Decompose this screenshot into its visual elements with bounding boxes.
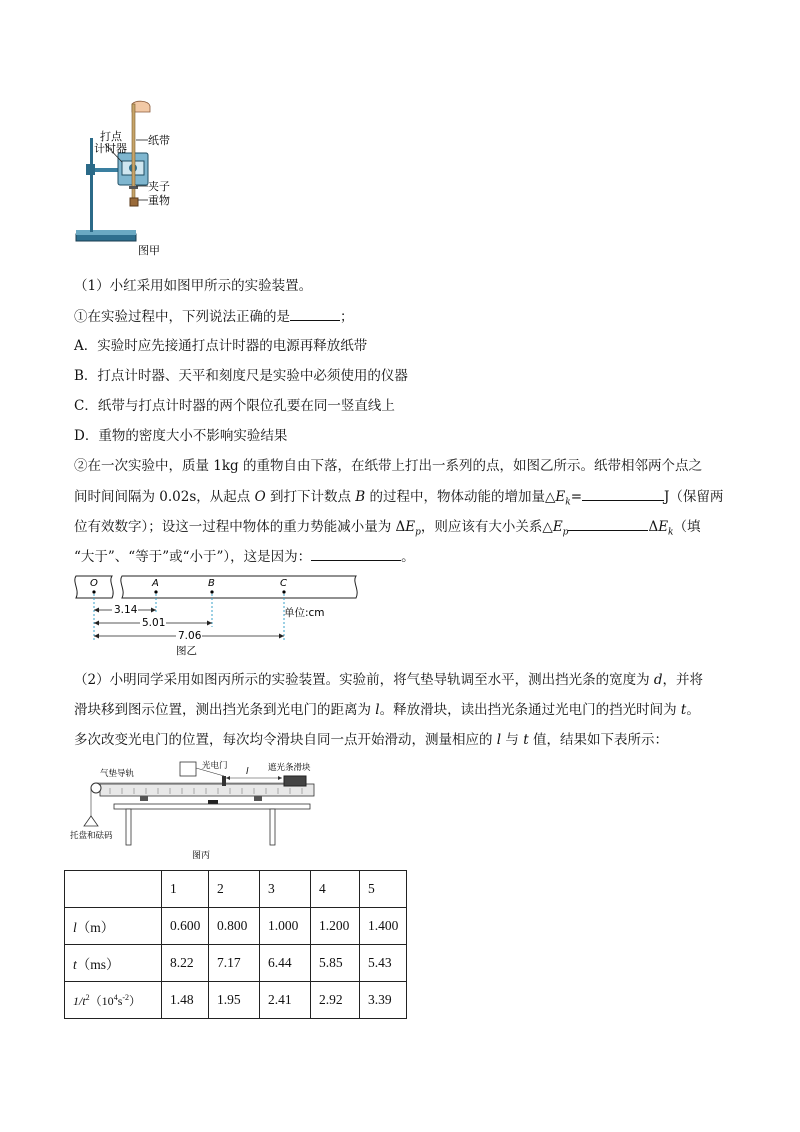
distance-ob: 5.01	[142, 617, 166, 629]
table-cell: 1.95	[209, 982, 260, 1019]
label-timer-2: 计时器	[94, 142, 127, 155]
table-cell: 0.800	[209, 908, 260, 945]
table-cell: 1	[162, 871, 209, 908]
q2-line1: （2）小明同学采用如图丙所示的实验装置。实验前，将气垫导轨调至水平，测出挡光条的宽度为 d，并将	[74, 672, 704, 688]
q1-sub1: ①在实验过程中，下列说法正确的是 ；	[74, 306, 354, 327]
q1-intro: （1）小红采用如图甲所示的实验装置。	[74, 278, 313, 294]
table-cell: 2.41	[260, 982, 311, 1019]
table-row	[65, 908, 407, 945]
answer-blank-reason[interactable]	[311, 546, 401, 561]
table-cell: 7.17	[209, 945, 260, 982]
table-row	[65, 982, 407, 1019]
q1-sub2-line1: ②在一次实验中，质量 1kg 的重物自由下落，在纸带上打出一系列的点，如图乙所示。纸带相邻两个点之	[74, 458, 702, 474]
label-distance-l: l	[246, 767, 249, 777]
table-cell: 4	[311, 871, 360, 908]
row-label-l: l（m）	[65, 908, 162, 945]
figure-caption-jia: 图甲	[138, 244, 160, 257]
table-cell: 0.600	[162, 908, 209, 945]
point-b	[210, 590, 213, 593]
table-cell: 1.000	[260, 908, 311, 945]
q2-line2: 滑块移到图示位置，测出挡光条到光电门的距离为 l。释放滑块，读出挡光条通过光电门的挡光时间为 t。	[74, 702, 700, 718]
row-label-t: t（ms）	[65, 945, 162, 982]
table-cell	[65, 871, 162, 908]
option-b: B．打点计时器、天平和刻度尺是实验中必须使用的仪器	[74, 368, 408, 384]
point-label-c: C	[280, 578, 287, 589]
label-slider: 遮光条滑块	[268, 763, 311, 773]
table-row	[65, 945, 407, 982]
label-clip: 夹子	[148, 180, 170, 193]
table-header-row	[65, 871, 407, 908]
table-cell: 2	[209, 871, 260, 908]
table-cell: 2.92	[311, 982, 360, 1019]
point-o	[92, 590, 95, 593]
unit-label: 单位:cm	[284, 607, 325, 619]
q2-line3: 多次改变光电门的位置，每次均令滑块自同一点开始滑动，测量相应的 l 与 t 值，结果如下表所示：	[74, 732, 668, 748]
q1-sub2-line3: 位有效数字）；设这一过程中物体的重力势能减小量为 $\Delta E_p$，则应该有大小关系$\triangle E_p$ $\Delta E_k$（填	[74, 516, 701, 543]
table-cell: 3.39	[360, 982, 407, 1019]
table-cell: 1.48	[162, 982, 209, 1019]
label-timer-1: 打点	[100, 130, 122, 143]
point-label-a: A	[152, 578, 159, 589]
answer-blank-1[interactable]	[290, 306, 340, 321]
point-label-o: O	[90, 578, 98, 589]
label-photogate: 光电门	[202, 761, 228, 771]
figure-bing	[70, 758, 330, 862]
label-tape: 纸带	[148, 134, 170, 147]
table-cell: 1.200	[311, 908, 360, 945]
option-c: C．纸带与打点计时器的两个限位孔要在同一竖直线上	[74, 398, 395, 414]
row-label-inverse-t-squared: $1/t^2(10^4s^{-2})$	[65, 982, 162, 1019]
figure-caption-bing: 图丙	[192, 851, 211, 861]
figure-yi	[70, 572, 360, 658]
q1-sub2-line2: 间时间间隔为 0.02s，从起点 O 到打下计数点 B 的过程中，物体动能的增加量$\triangle E_k= J$（保留两	[74, 486, 723, 513]
table-cell: 3	[260, 871, 311, 908]
label-tray-weights: 托盘和砝码	[70, 831, 113, 841]
point-c	[282, 590, 285, 593]
option-d: D．重物的密度大小不影响实验结果	[74, 428, 288, 444]
figure-jia	[70, 98, 210, 260]
table-cell: 1.400	[360, 908, 407, 945]
label-air-rail: 气垫导轨	[100, 769, 135, 779]
distance-oa: 3.14	[114, 604, 138, 616]
figure-caption-yi: 图乙	[176, 645, 197, 657]
label-weight: 重物	[148, 194, 170, 207]
q1-sub2-line4: “大于”、“等于”或“小于”），这是因为： 。	[74, 546, 415, 567]
table-cell: 8.22	[162, 945, 209, 982]
option-a: A．实验时应先接通打点计时器的电源再释放纸带	[74, 338, 368, 354]
answer-blank-ek[interactable]	[582, 486, 664, 501]
point-label-b: B	[208, 578, 215, 589]
measurement-table	[64, 870, 407, 1019]
table-cell: 5.85	[311, 945, 360, 982]
distance-oc: 7.06	[178, 630, 202, 642]
point-a	[154, 590, 157, 593]
table-cell: 5.43	[360, 945, 407, 982]
table-cell: 6.44	[260, 945, 311, 982]
table-cell: 5	[360, 871, 407, 908]
answer-blank-relation[interactable]	[568, 516, 648, 531]
